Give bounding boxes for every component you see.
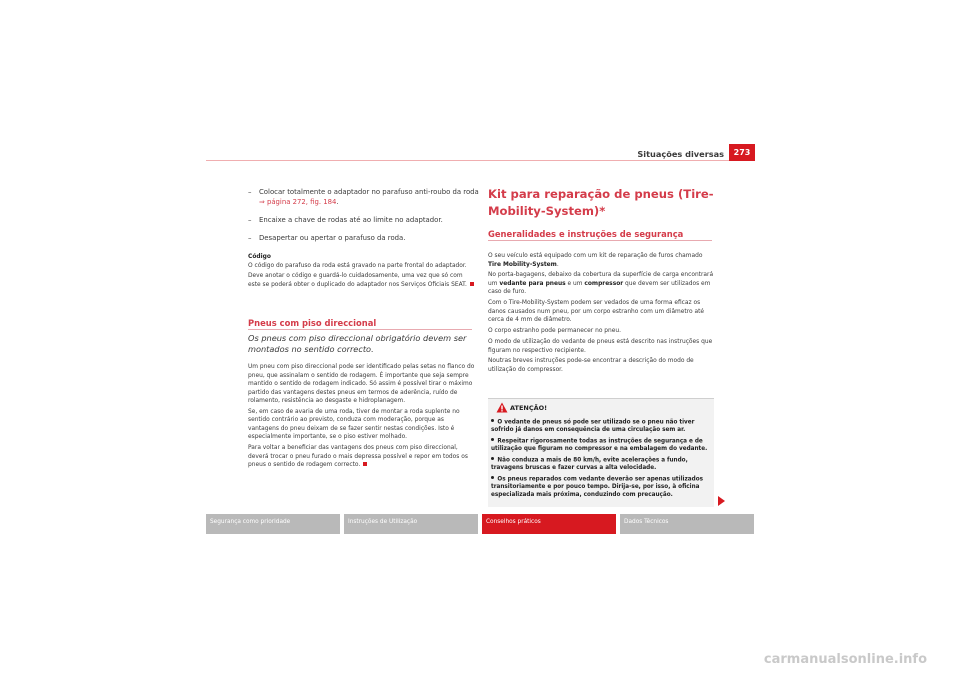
kit-p5: O modo de utilização do vedante de pneus está descrito nas instruções que figuram no respectivo recipiente.: [488, 339, 713, 354]
page-link[interactable]: ⇒ página 272, fig. 184: [259, 198, 337, 207]
kit-p2-a: No porta-bagagens, debaixo da cobertura da superfície de carga encontrará um: [488, 272, 714, 287]
section-heading-generalidades: Generalidades e instruções de segurança: [488, 229, 684, 239]
warning-item: [491, 438, 713, 454]
warning-item-text: Não conduza a mais de 80 km/h, evite acelerações a fundo, travagens bruscas e fazer curvas a alta velocidade.: [491, 457, 688, 471]
warning-triangle-icon: [496, 402, 508, 413]
tab-label: Instruções de Utilização: [348, 519, 418, 525]
kit-p6: Noutras breves instruções pode-se encontrar a descrição do modo de utilização do compressor.: [488, 358, 694, 373]
bullet-dot-icon: [491, 476, 494, 479]
watermark: carmanualsonline.info: [763, 652, 927, 667]
warning-item: [491, 419, 713, 435]
kit-p2-b: vedante para pneus: [499, 280, 566, 287]
warning-box: [488, 398, 714, 507]
tab-seguranca[interactable]: [206, 514, 340, 534]
codigo-block: [248, 253, 474, 292]
section-heading-pneus: Pneus com piso direccional: [248, 318, 377, 328]
section-rule: [488, 240, 712, 241]
step-1-text: Colocar totalmente o adaptador no parafuso anti-roubo da roda: [259, 188, 479, 196]
bullet-dot-icon: [491, 419, 494, 422]
step-3: [248, 233, 480, 244]
tab-label: Conselhos práticos: [486, 519, 541, 525]
step-1-suffix: .: [336, 198, 339, 207]
header-rule: [206, 160, 755, 161]
section-subtitle: Os pneus com piso direccional obrigatório devem ser montados no sentido correcto.: [248, 333, 467, 354]
codigo-heading: Código: [248, 254, 271, 260]
kit-p4: O corpo estranho pode permanecer no pneu.: [488, 328, 622, 335]
warning-item-text: Os pneus reparados com vedante deverão ser apenas utilizados transitoriamente e por pouco tempo. Dirija-se, por isso, à oficina especializada mais próxima, conduzindo com precaução.: [491, 476, 704, 498]
pneus-p3: Para voltar a beneficiar das vantagens dos pneus com piso direccional, deverá trocar o pneu furado o mais depressa possível e repor em todos os pneus o sentido de rodagem correcto.: [248, 445, 468, 469]
kit-title: Kit para reparação de pneus (Tire-Mobility-System)*: [488, 187, 714, 218]
end-mark-icon: [470, 282, 474, 286]
section-rule: [248, 329, 472, 330]
step-1: [248, 187, 480, 207]
tab-label: Segurança como prioridade: [210, 519, 291, 525]
dash: –: [248, 188, 252, 196]
warning-item: [491, 476, 713, 499]
step-2-text: Encaixe a chave de rodas até ao limite no adaptador.: [259, 216, 443, 224]
step-2: [248, 215, 480, 226]
warning-item-text: Respeitar rigorosamente todas as instruções de segurança e de utilização que figuram no compressor e na embalagem do vedante.: [491, 438, 708, 452]
kit-p1-c: .: [556, 261, 559, 268]
pneus-p1: Um pneu com piso direccional pode ser identificado pelas setas no flanco do pneu, que assinalam o sentido de rodagem. É importante que seja sempre mantido o sentido de rodagem indicado. Só assim é possível tirar o máximo partido das vantagens destes pneus em termos de aderência, ruído de rolamento, resistência ao desgaste e hidroplanagem.: [248, 364, 475, 404]
bullet-dot-icon: [491, 438, 494, 441]
dash: –: [248, 216, 252, 224]
step-3-text: Desapertar ou apertar o parafuso da roda.: [259, 234, 406, 242]
kit-p2-c: e um: [565, 280, 585, 287]
continue-arrow-icon: [718, 496, 725, 506]
kit-p1-a: O seu veículo está equipado com um kit de reparação de furos chamado: [488, 253, 703, 259]
warning-item: [491, 457, 713, 473]
end-mark-icon: [363, 462, 367, 466]
pneus-p2: Se, em caso de avaria de uma roda, tiver de montar a roda suplente no sentido contrário ao previsto, conduza com moderação, porque as vantagens do pneu deixam de se fazer sentir nestas condições. Isto é especialmente importante, se o piso estiver molhado.: [248, 408, 460, 441]
kit-text: [488, 252, 714, 377]
header-title: Situações diversas: [637, 149, 724, 159]
warning-item-text: O vedante de pneus só pode ser utilizado se o pneu não tiver sofrido já danos em consequência de uma circulação sem ar.: [491, 419, 695, 433]
kit-p1-b: Tire Mobility-System: [488, 261, 557, 268]
codigo-p2: Deve anotar o código e guardá-lo cuidadosamente, uma vez que só com este se poderá obter o duplicado do adaptador nos Serviços Oficiais SEAT.: [248, 273, 467, 288]
warning-title: ATENÇÃO!: [510, 404, 548, 412]
page-number: 273: [729, 144, 755, 161]
kit-p3: Com o Tire-Mobility-System podem ser vedados de uma forma eficaz os danos causados num pneu, por um corpo estranho com um diâmetro até cerca de 4 mm de diâmetro.: [488, 300, 705, 324]
tab-label: Dados Técnicos: [624, 519, 669, 525]
tab-instrucoes[interactable]: [344, 514, 478, 534]
codigo-p1: O código do parafuso da roda está gravado na parte frontal do adaptador.: [248, 262, 467, 269]
tab-dados[interactable]: [620, 514, 754, 534]
kit-p2-e: que devem ser utilizados em caso de furo.: [488, 280, 711, 296]
bullet-dot-icon: [491, 457, 494, 460]
pneus-text: [248, 363, 476, 472]
kit-p2-d: compressor: [584, 280, 624, 287]
dash: –: [248, 234, 252, 242]
tab-conselhos[interactable]: [482, 514, 616, 534]
